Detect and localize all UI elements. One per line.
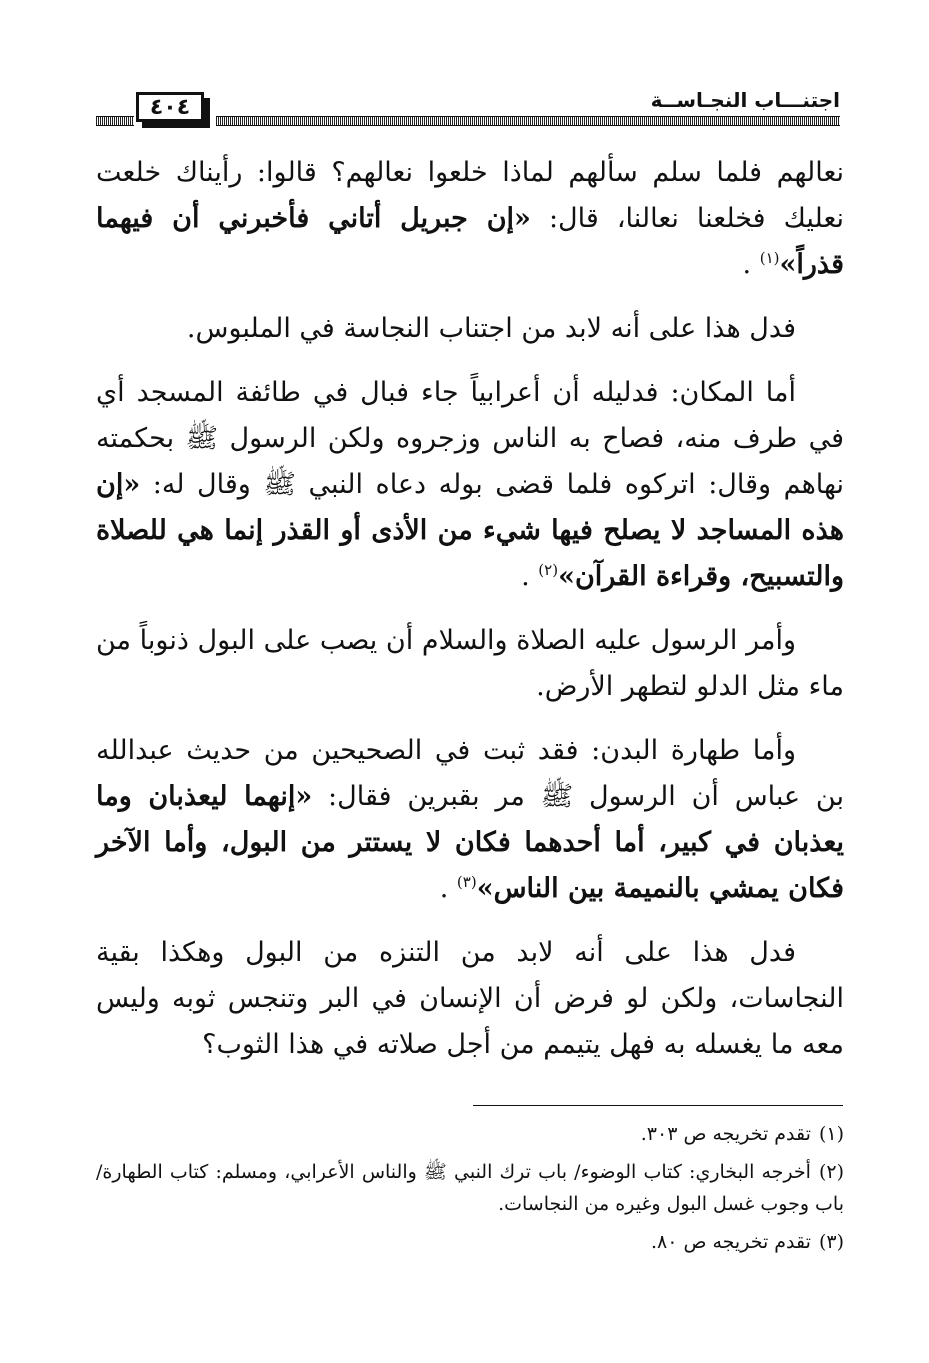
footnote-text: تقدم تخريجه ص ٣٠٣. bbox=[640, 1123, 811, 1145]
footnote-number: (٣) bbox=[818, 1231, 844, 1253]
running-title: اجتنـــاب النجـاســة bbox=[650, 88, 840, 112]
footnote-separator bbox=[473, 1105, 843, 1106]
footnote-3 bbox=[96, 1226, 844, 1258]
header-rule-left bbox=[96, 116, 134, 126]
paragraph-1 bbox=[96, 150, 844, 288]
paragraph-3 bbox=[96, 370, 844, 600]
header-rule-right bbox=[216, 116, 840, 126]
footnote-number: (١) bbox=[818, 1123, 844, 1145]
footnote-ref-2: (٢) bbox=[538, 561, 559, 579]
paragraph-1-text: نعالهم فلما سلم سألهم لماذا خلعوا نعالهم؟ قالوا: رأيناك خلعت نعليك فخلعنا نعالنا، قال: bbox=[96, 157, 844, 234]
paragraph-5-end: . bbox=[439, 873, 457, 904]
footnote-1 bbox=[96, 1118, 844, 1150]
paragraph-5-text: وأما طهارة البدن: فقد ثبت في الصحيحين من حديث عبدالله بن عباس أن الرسول ﷺ مر بقبرين فقال: bbox=[96, 735, 844, 812]
footnote-ref-1: (١) bbox=[759, 249, 780, 267]
paragraph-1-end: . bbox=[742, 249, 760, 280]
footnote-2 bbox=[96, 1156, 844, 1220]
paragraph-2: فدل هذا على أنه لابد من اجتناب النجاسة في الملبوس. bbox=[186, 313, 796, 344]
paragraph-5 bbox=[96, 728, 844, 912]
hadith-quote-3: «إنهما ليعذبان وما يعذبان في كبير، أما أحدهما فكان لا يستتر من البول، وأما الآخر فكان يمشي بالنميمة بين الناس» bbox=[96, 781, 844, 904]
page-number: ٤٠٤ bbox=[136, 92, 204, 122]
footnotes bbox=[96, 1118, 844, 1264]
footnote-text: تقدم تخريجه ص ٨٠. bbox=[650, 1231, 811, 1253]
footnote-number: (٢) bbox=[818, 1161, 844, 1183]
page-header bbox=[96, 86, 840, 130]
main-text bbox=[96, 150, 844, 1086]
paragraph-6: فدل هذا على أنه لابد من التنزه من البول وهكذا بقية النجاسات، ولكن لو فرض أن الإنسان في البر وتنجس ثوبه وليس معه ما يغسله به فهل يتيمم من أجل صلاته في هذا الثوب؟ bbox=[96, 937, 844, 1060]
paragraph-4: وأمر الرسول عليه الصلاة والسلام أن يصب على البول ذنوباً من ماء مثل الدلو لتطهر الأرض. bbox=[96, 625, 844, 702]
footnote-text: أخرجه البخاري: كتاب الوضوء/ باب ترك النبي ﷺ والناس الأعرابي، ومسلم: كتاب الطهارة/ باب وجوب غسل البول وغيره من النجاسات. bbox=[96, 1161, 844, 1215]
hadith-quote-2: «إن هذه المساجد لا يصلح فيها شيء من الأذى أو القذر إنما هي للصلاة والتسبيح، وقراءة القرآن» bbox=[96, 469, 844, 592]
paragraph-3-text: أما المكان: فدليله أن أعرابياً جاء فبال في طائفة المسجد أي في طرف منه، فصاح به الناس وزجروه ولكن الرسول ﷺ بحكمته نهاهم وقال: اتركوه فلما قضى بوله دعاه النبي ﷺ وقال له: bbox=[96, 377, 844, 500]
paragraph-3-end: . bbox=[521, 561, 539, 592]
footnote-ref-3: (٣) bbox=[456, 873, 477, 891]
hadith-quote-1: «إن جبريل أتاني فأخبرني أن فيهما قذراً» bbox=[96, 203, 844, 280]
